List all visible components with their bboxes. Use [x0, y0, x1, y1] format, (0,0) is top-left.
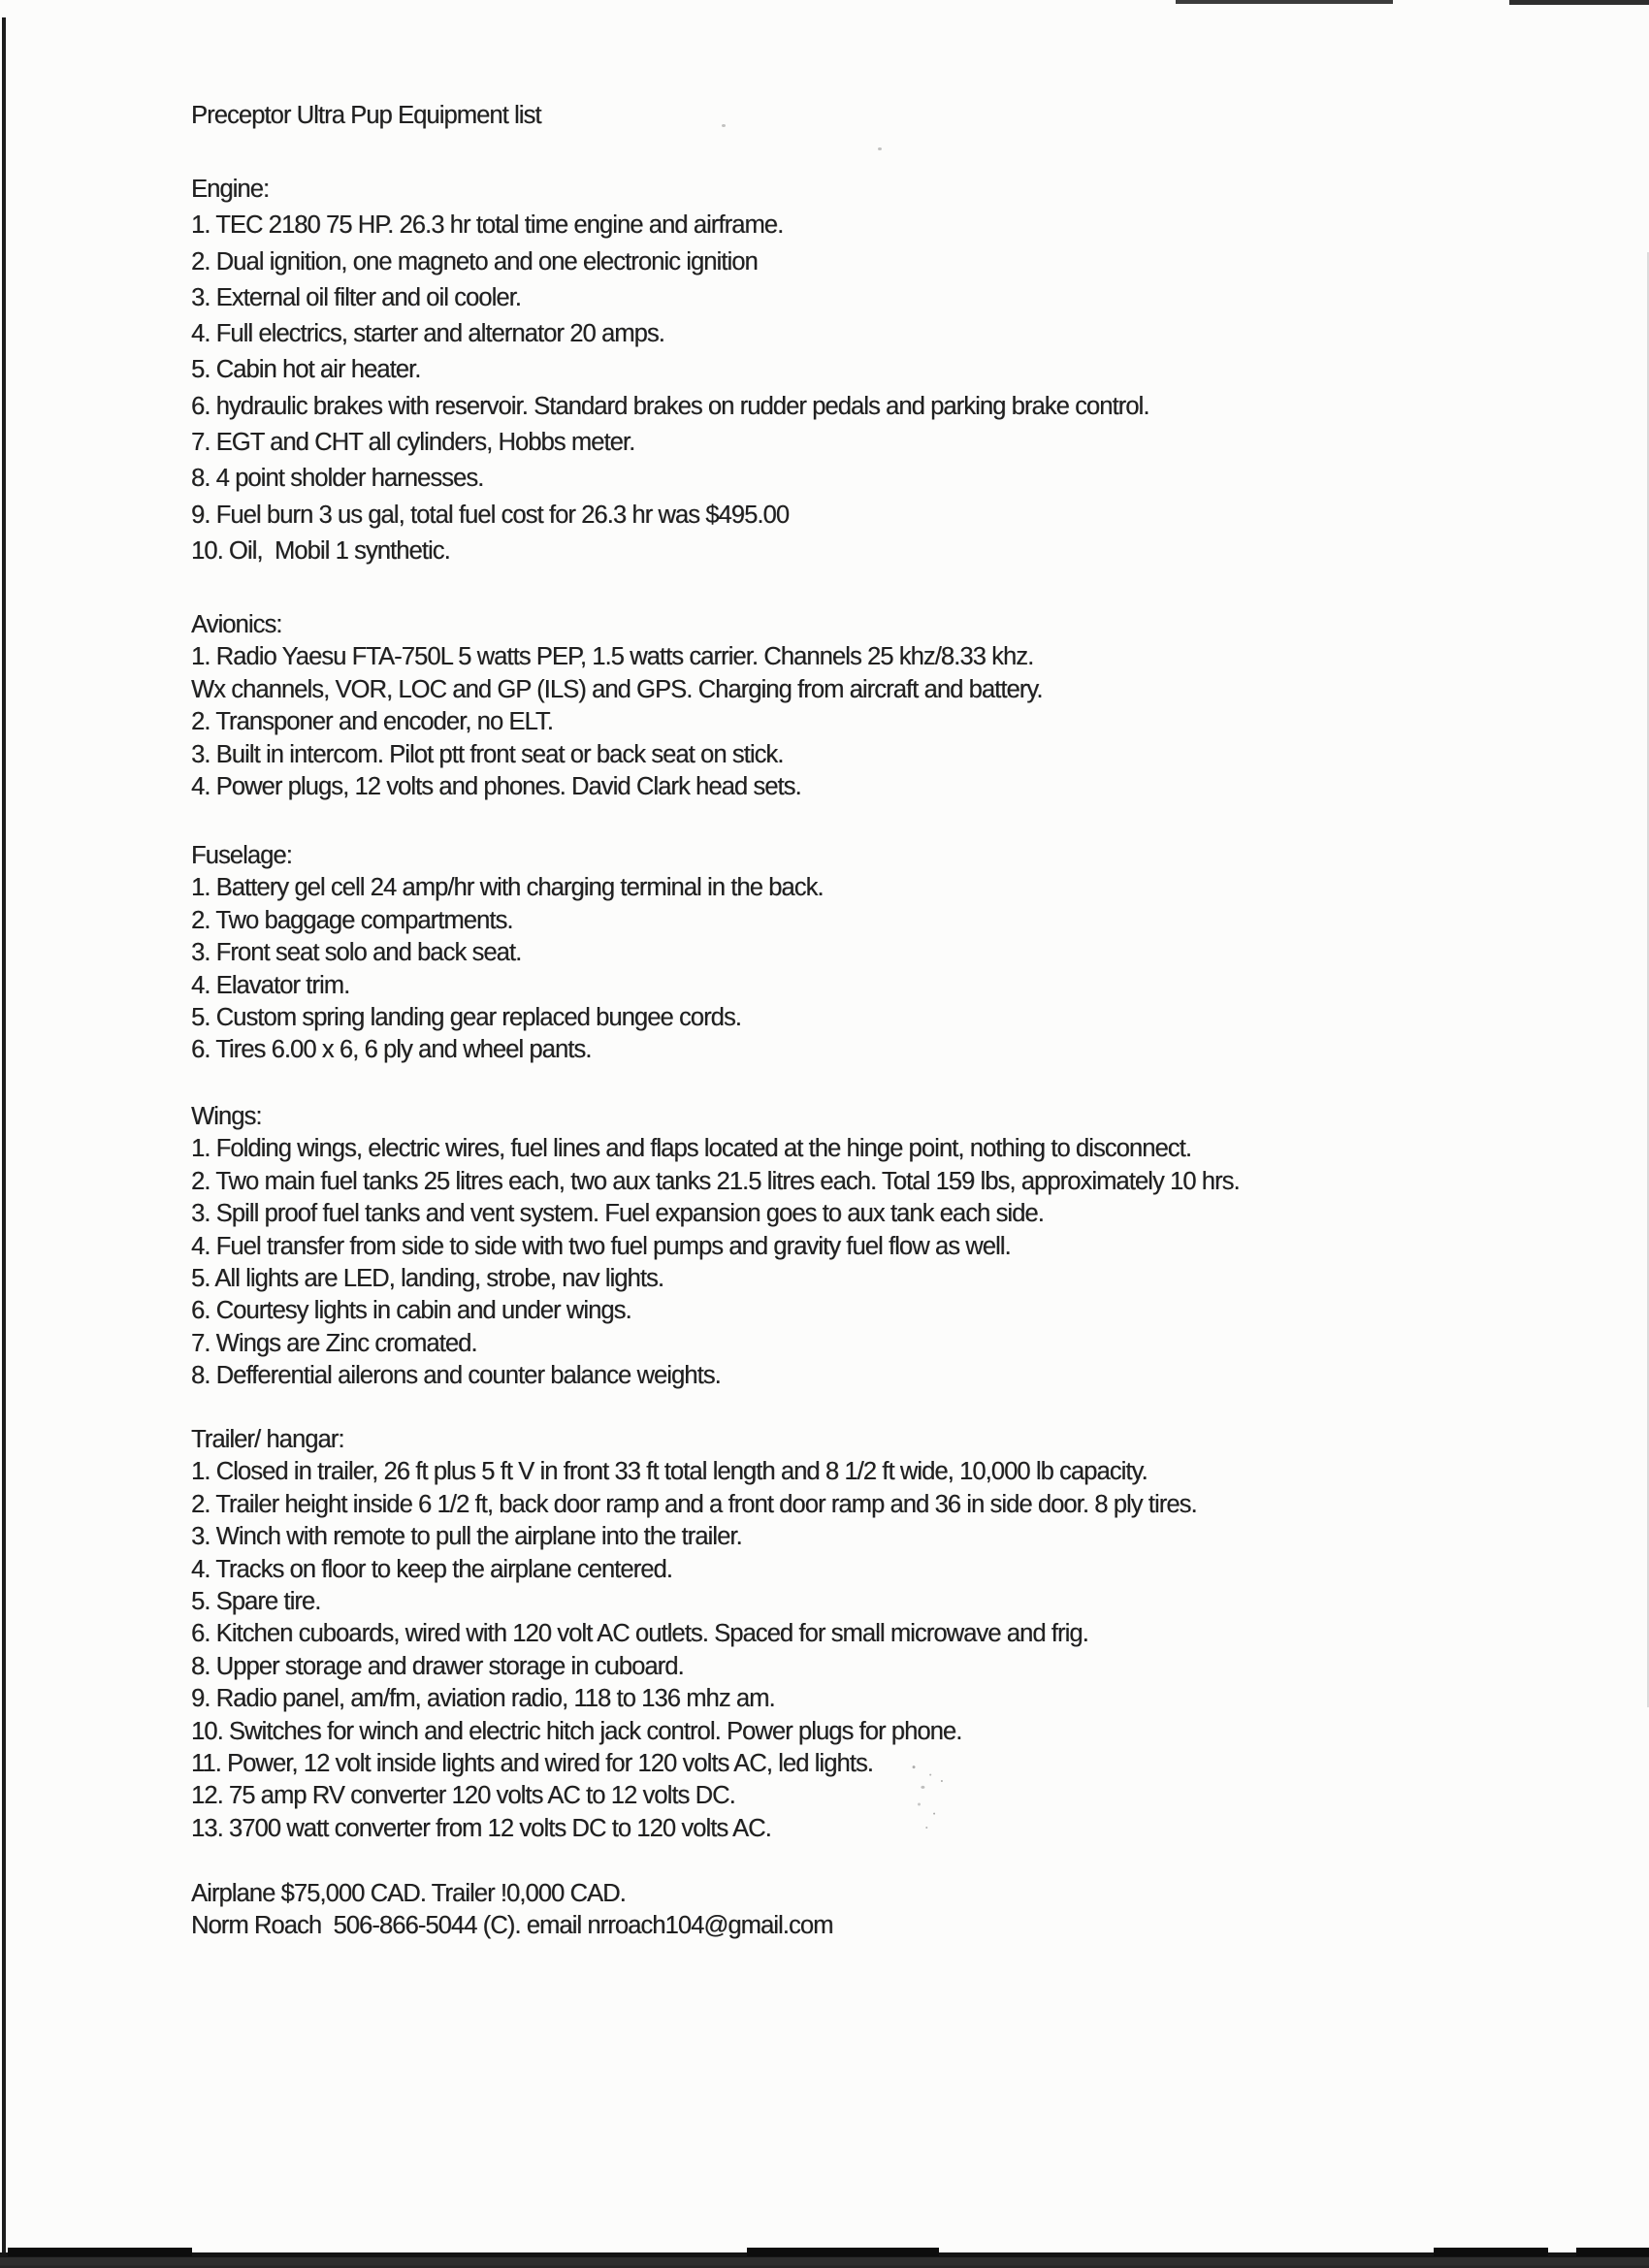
- contact-line: Norm Roach 506-866-5044 (C). email nrroach104@gmail.com: [191, 1912, 833, 1940]
- list-item: 7. EGT and CHT all cylinders, Hobbs meter.: [191, 429, 635, 457]
- list-item: 4. Fuel transfer from side to side with two fuel pumps and gravity fuel flow as well.: [191, 1232, 1011, 1260]
- section-heading: Trailer/ hangar:: [191, 1426, 344, 1453]
- scan-smudge-speckle: [900, 1758, 976, 1835]
- list-item: 1. TEC 2180 75 HP. 26.3 hr total time engine and airframe.: [191, 211, 784, 240]
- section-trailer-hangar: [191, 1424, 1197, 1845]
- list-item: 4. Elavator trim.: [191, 971, 350, 999]
- list-item: 6. Kitchen cuboards, wired with 120 volt AC outlets. Spaced for small microwave and frig.: [191, 1620, 1088, 1648]
- section-heading: Fuselage:: [191, 842, 292, 869]
- scan-bottom-edge-patch: [8, 2248, 192, 2256]
- section-heading: Wings:: [191, 1103, 262, 1130]
- scan-speck: [878, 147, 882, 150]
- list-item: 5. Spare tire.: [191, 1588, 321, 1616]
- list-item: 13. 3700 watt converter from 12 volts DC to 120 volts AC.: [191, 1814, 771, 1842]
- scan-bottom-edge-patch: [1434, 2248, 1548, 2256]
- list-item: 1. Radio Yaesu FTA-750L 5 watts PEP, 1.5 watts carrier. Channels 25 khz/8.33 khz.: [191, 643, 1034, 671]
- list-item: 2. Two main fuel tanks 25 litres each, two aux tanks 21.5 litres each. Total 159 lbs, approximately 10 hrs.: [191, 1167, 1240, 1195]
- list-item: 3. Built in intercom. Pilot ptt front seat or back seat on stick.: [191, 740, 784, 768]
- list-item: 6. hydraulic brakes with reservoir. Standard brakes on rudder pedals and parking brake control.: [191, 392, 1149, 420]
- list-item: 9. Fuel burn 3 us gal, total fuel cost for 26.3 hr was $495.00: [191, 501, 790, 529]
- section-engine: [191, 172, 1149, 569]
- list-item: 10. Switches for winch and electric hitch jack control. Power plugs for phone.: [191, 1717, 962, 1745]
- list-item: 3. Front seat solo and back seat.: [191, 939, 522, 967]
- list-item: 1. Folding wings, electric wires, fuel lines and flaps located at the hinge point, nothing to disconnect.: [191, 1135, 1191, 1163]
- list-item: 2. Transponer and encoder, no ELT.: [191, 708, 553, 736]
- list-item: 11. Power, 12 volt inside lights and wired for 120 volts AC, led lights.: [191, 1750, 873, 1778]
- scan-left-edge-line: [2, 17, 6, 2262]
- scan-bottom-edge-patch: [747, 2248, 939, 2256]
- list-item: 3. Winch with remote to pull the airplane into the trailer.: [191, 1523, 742, 1551]
- section-heading: Engine:: [191, 176, 270, 203]
- list-item: 3. External oil filter and oil cooler.: [191, 283, 521, 311]
- list-item: 2. Trailer height inside 6 1/2 ft, back door ramp and a front door ramp and 36 in side door. 8 ply tires.: [191, 1490, 1197, 1518]
- list-item: 4. Tracks on floor to keep the airplane centered.: [191, 1555, 672, 1583]
- document-footer: [191, 1878, 832, 1943]
- section-fuselage: [191, 840, 824, 1067]
- list-item: 7. Wings are Zinc cromated.: [191, 1329, 477, 1357]
- list-item: 1. Battery gel cell 24 amp/hr with charging terminal in the back.: [191, 874, 824, 902]
- list-item: 5. Cabin hot air heater.: [191, 356, 421, 384]
- list-item: 3. Spill proof fuel tanks and vent system. Fuel expansion goes to aux tank each side.: [191, 1200, 1044, 1228]
- list-item: 10. Oil, Mobil 1 synthetic.: [191, 536, 450, 565]
- list-item: 4. Power plugs, 12 volts and phones. David Clark head sets.: [191, 773, 801, 801]
- list-item: 1. Closed in trailer, 26 ft plus 5 ft V in front 33 ft total length and 8 1/2 ft wide, 10,000 lb capacity.: [191, 1458, 1148, 1486]
- list-item: 12. 75 amp RV converter 120 volts AC to 12 volts DC.: [191, 1782, 735, 1810]
- scan-top-edge-strip: [1176, 0, 1393, 4]
- section-wings: [191, 1101, 1240, 1393]
- list-item: 8. Defferential ailerons and counter balance weights.: [191, 1362, 721, 1390]
- list-item: 6. Courtesy lights in cabin and under wings.: [191, 1297, 631, 1325]
- list-item: 4. Full electrics, starter and alternator 20 amps.: [191, 320, 664, 348]
- list-item: 5. Custom spring landing gear replaced bungee cords.: [191, 1004, 741, 1032]
- list-item: 8. Upper storage and drawer storage in cuboard.: [191, 1652, 684, 1680]
- scan-speck: [722, 124, 726, 127]
- scan-bottom-edge-patch: [1576, 2248, 1649, 2256]
- section-heading: Avionics:: [191, 611, 282, 638]
- scan-top-edge-strip: [1509, 0, 1649, 5]
- document-title: Preceptor Ultra Pup Equipment list: [191, 102, 541, 129]
- list-item: 2. Dual ignition, one magneto and one electronic ignition: [191, 247, 758, 275]
- list-item: Wx channels, VOR, LOC and GP (ILS) and GPS. Charging from aircraft and battery.: [191, 675, 1043, 703]
- list-item: 9. Radio panel, am/fm, aviation radio, 118 to 136 mhz am.: [191, 1685, 775, 1713]
- price-line: Airplane $75,000 CAD. Trailer !0,000 CAD.: [191, 1880, 626, 1907]
- section-avionics: [191, 609, 1043, 803]
- list-item: 2. Two baggage compartments.: [191, 906, 513, 934]
- list-item: 5. All lights are LED, landing, strobe, nav lights.: [191, 1265, 664, 1293]
- list-item: 8. 4 point sholder harnesses.: [191, 465, 484, 493]
- list-item: 6. Tires 6.00 x 6, 6 ply and wheel pants.: [191, 1036, 592, 1064]
